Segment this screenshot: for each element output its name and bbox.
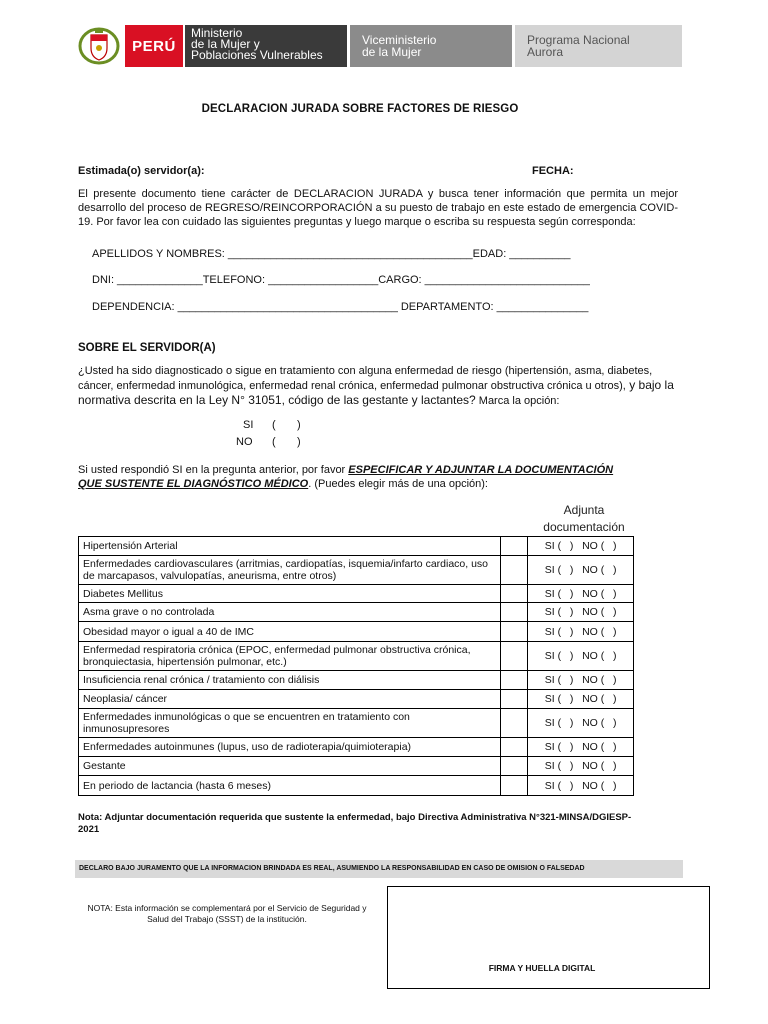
adjunta-answer[interactable]: SI ( ) NO ( ): [528, 642, 634, 671]
adjunta-answer[interactable]: SI ( ) NO ( ): [528, 738, 634, 757]
table-row: [79, 690, 634, 709]
condition-name: Hipertensión Arterial: [79, 537, 501, 556]
blank-cell[interactable]: [501, 709, 528, 738]
blank-cell[interactable]: [501, 556, 528, 585]
condition-name: Gestante: [79, 757, 501, 776]
table-row: [79, 537, 634, 556]
condition-name: En periodo de lactancia (hasta 6 meses): [79, 776, 501, 796]
greeting: Estimada(o) servidor(a):: [78, 165, 205, 177]
blank-cell[interactable]: [501, 585, 528, 603]
adjunta-answer[interactable]: SI ( ) NO ( ): [528, 776, 634, 796]
blank-cell[interactable]: [501, 537, 528, 556]
blank-cell[interactable]: [501, 642, 528, 671]
adjunta-header: Adjunta documentación: [543, 503, 625, 534]
adjunta-answer[interactable]: SI ( ) NO ( ): [528, 622, 634, 642]
risk-factors-table: [78, 536, 634, 796]
option-no-checkbox[interactable]: ( ): [272, 436, 301, 448]
specify-suffix: . (Puedes elegir más de una opción):: [308, 478, 488, 490]
coat-of-arms-icon: [78, 26, 120, 66]
question-paragraph: [78, 364, 678, 408]
table-row: [79, 671, 634, 690]
condition-name: Neoplasia/ cáncer: [79, 690, 501, 709]
adjunta-answer[interactable]: SI ( ) NO ( ): [528, 690, 634, 709]
table-row: [79, 556, 634, 585]
blank-cell[interactable]: [501, 622, 528, 642]
programa-line-1: Programa Nacional: [527, 33, 630, 47]
document-title: DECLARACION JURADA SOBRE FACTORES DE RIESGO: [201, 103, 519, 115]
field-apellidos-edad[interactable]: APELLIDOS Y NOMBRES: ________________________________________EDAD: __________: [92, 248, 571, 260]
table-row: [79, 642, 634, 671]
programa-line-2: Aurora: [527, 45, 564, 59]
option-si-label: SI: [243, 419, 254, 431]
vice-line-1: Viceministerio: [362, 33, 437, 47]
table-row: [79, 622, 634, 642]
option-no-label: NO: [236, 436, 253, 448]
ministerio-logo: [185, 25, 347, 67]
blank-cell[interactable]: [501, 757, 528, 776]
field-dependencia-departamento[interactable]: DEPENDENCIA: ____________________________________ DEPARTAMENTO: _______________: [92, 301, 589, 313]
signature-box[interactable]: [387, 886, 710, 989]
signature-label: FIRMA Y HUELLA DIGITAL: [488, 963, 596, 973]
condition-name: Obesidad mayor o igual a 40 de IMC: [79, 622, 501, 642]
table-row: [79, 738, 634, 757]
programa-logo: [515, 25, 682, 67]
adjunta-answer[interactable]: SI ( ) NO ( ): [528, 585, 634, 603]
blank-cell[interactable]: [501, 738, 528, 757]
blank-cell[interactable]: [501, 776, 528, 796]
question-part-1: ¿Usted ha sido diagnosticado o sigue en tratamiento con alguna enfermedad de riesgo (hipertensión, asma, diabetes, cáncer, enfermedad inmunológica, enfermedad renal crónica, enfermedad pulmonar obstructiva crónica u otros),: [78, 365, 653, 392]
peru-logo: PERÚ: [125, 25, 183, 67]
table-row: [79, 757, 634, 776]
field-dni-telefono-cargo[interactable]: DNI: ______________TELEFONO: __________________CARGO: ___________________________: [92, 274, 590, 286]
question-part-3: Marca la opción:: [475, 395, 560, 407]
adjunta-answer[interactable]: SI ( ) NO ( ): [528, 603, 634, 622]
intro-paragraph: El presente documento tiene carácter de DECLARACION JURADA y busca tener información que permita un mejor desarrollo del proceso de REGRESO/REINCORPORACIÓN a su puesto de trabajo en este estado de emergencia COVID-19. Por favor lea con cuidado las siguientes preguntas y luego marque o escriba su respuesta según corresponda:: [78, 188, 678, 228]
nota-ssst: NOTA: Esta información se complementará por el Servicio de Seguridad y Salud del Trabajo (SSST) de la institución.: [87, 903, 367, 924]
condition-name: Enfermedades autoinmunes (lupus, uso de radioterapia/quimioterapia): [79, 738, 501, 757]
condition-name: Enfermedad respiratoria crónica (EPOC, enfermedad pulmonar obstructiva crónica, bronquiectasia, hipertensión pulmonar, etc.): [79, 642, 501, 671]
ministerio-line-2: de la Mujer y: [191, 37, 260, 51]
specify-prefix: Si usted respondió SI en la pregunta anterior, por favor: [78, 464, 349, 476]
fecha-label: FECHA:: [532, 165, 574, 177]
blank-cell[interactable]: [501, 690, 528, 709]
question-part-2: y bajo la normativa descrita en la Ley N° 31051, código de las gestante y lactantes?: [78, 378, 674, 407]
option-si-checkbox[interactable]: ( ): [272, 419, 301, 431]
specify-emphasis: ESPECIFICAR Y ADJUNTAR LA DOCUMENTACIÓN QUE SUSTENTE EL DIAGNÓSTICO MÉDICO: [78, 464, 614, 490]
section-title: SOBRE EL SERVIDOR(A): [78, 342, 216, 354]
condition-name: Enfermedades cardiovasculares (arritmias, cardiopatías, isquemia/infarto cardiaco, uso de marcapasos, valvulopatías, aneurisma, entre otros): [79, 556, 501, 585]
adjunta-answer[interactable]: SI ( ) NO ( ): [528, 709, 634, 738]
adjunta-answer[interactable]: SI ( ) NO ( ): [528, 537, 634, 556]
condition-name: Insuficiencia renal crónica / tratamiento con diálisis: [79, 671, 501, 690]
specify-paragraph: [78, 463, 638, 491]
adjunta-answer[interactable]: SI ( ) NO ( ): [528, 671, 634, 690]
condition-name: Enfermedades inmunológicas o que se encuentren en tratamiento con inmunosupresores: [79, 709, 501, 738]
table-row: [79, 709, 634, 738]
blank-cell[interactable]: [501, 671, 528, 690]
adjunta-answer[interactable]: SI ( ) NO ( ): [528, 556, 634, 585]
vice-line-2: de la Mujer: [362, 45, 422, 59]
viceministerio-logo: [350, 25, 512, 67]
adjunta-answer[interactable]: SI ( ) NO ( ): [528, 757, 634, 776]
table-row: [79, 603, 634, 622]
nota-directiva: Nota: Adjuntar documentación requerida que sustente la enfermedad, bajo Directiva Administrativa N°321-MINSA/DGIESP-2021: [78, 812, 632, 835]
ministerio-line-1: Ministerio: [191, 26, 243, 40]
ministerio-line-3: Poblaciones Vulnerables: [191, 48, 323, 62]
blank-cell[interactable]: [501, 603, 528, 622]
table-row: [79, 776, 634, 796]
condition-name: Diabetes Mellitus: [79, 585, 501, 603]
table-row: [79, 585, 634, 603]
declaration-banner: DECLARO BAJO JURAMENTO QUE LA INFORMACION BRINDADA ES REAL, ASUMIENDO LA RESPONSABILIDAD EN CASO DE OMISION O FALSEDAD: [75, 860, 683, 878]
condition-name: Asma grave o no controlada: [79, 603, 501, 622]
